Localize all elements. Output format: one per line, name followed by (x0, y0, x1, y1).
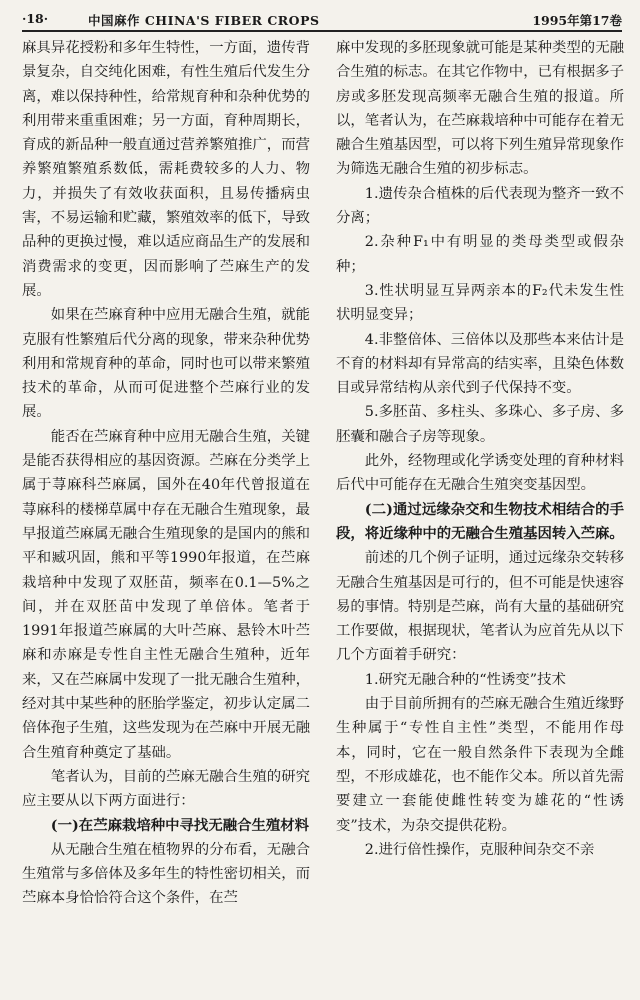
section-heading: (一)在苎麻栽培种中寻找无融合生殖材料 (50, 816, 310, 834)
paragraph: 能否在苎麻育种中应用无融合生殖，关键是能否获得相应的基因资源。苎麻在分类学上属于荨麻科苎麻属，国外在40年代曾报道在荨麻科的楼梯草属中存在无融合生殖现象，最早报道苎麻属无融合生殖现象的是国内的熊和平和臧巩固，熊和平等1990年报道，在苎麻栽培种中发现了双胚苗，频率在0.1—5%之间，并在双胚苗中发现了单倍体。笔者于1991年报道苎麻属的大叶苎麻、悬铃木叶苎麻和赤麻是专性自主性无融合生殖种，近年来，又在苎麻属中发现了一批无融合生殖种，经对其中某些种的胚胎学鉴定，初步认定属二倍体孢子生殖，这些发现为在苎麻中开展无融合生殖育种奠定了基础。 (22, 428, 310, 761)
paragraph: 2.进行倍性操作，克服种间杂交不亲 (364, 841, 595, 858)
paragraph: 5.多胚苗、多柱头、多珠心、多子房、多胚囊和融合子房等现象。 (336, 404, 624, 445)
page-header (22, 8, 622, 30)
header-rule (22, 30, 622, 32)
paragraph: 由于目前所拥有的苎麻无融合生殖近缘野生种属于“专性自主性”类型，不能用作母本，同时，它在一般自然条件下表现为全雌型，不形成雄花，也不能作父本。所以首先需要建立一套能使雌性转变为雄花的“性诱变”技术，为杂交提供花粉。 (336, 696, 624, 834)
paragraph: 笔者认为，目前的苎麻无融合生殖的研究应主要从以下两方面进行： (22, 768, 310, 810)
paragraph: 如果在苎麻育种中应用无融合生殖，就能克服有性繁殖后代分离的现象，带来杂种优势利用和常规育种的革命，同时也可以带来繁殖技术的革命，从而可促进整个苎麻行业的发展。 (22, 307, 310, 421)
paragraph: 前述的几个例子证明，通过远缘杂交转移无融合生殖基因是可行的，但不可能是快速容易的事情。特别是苎麻，尚有大量的基础研究工作要做，根据现状，笔者认为应首先从以下几个方面着手研究： (336, 550, 624, 664)
paragraph: 1.研究无融合种的“性诱变”技术 (364, 671, 566, 688)
journal-title: 中国麻作 CHINA'S FIBER CROPS (88, 13, 320, 28)
paragraph: 麻中发现的多胚现象就可能是某种类型的无融合生殖的标志。在其它作物中，已有根据多子房或多胚发现高频率无融合生殖的报道。所以，笔者认为，在苎麻栽培种中可能存在着无融合生殖基因型，可以将下列生殖异常现象作为筛选无融合生殖的初步标志。 (336, 40, 624, 178)
paragraph: 4.非整倍体、三倍体以及那些本来估计是不育的材料却有异常高的结实率，且染色体数目或异常结构从亲代到子代保持不变。 (336, 331, 624, 397)
paragraph: 此外，经物理或化学诱变处理的育种材料后代中可能存在无融合生殖突变基因型。 (336, 453, 624, 494)
paragraph: 麻具异花授粉和多年生特性，一方面，遗传背景复杂，自交纯化困难，有性生殖后代发生分离，难以保持种性，给常规育种和杂种优势的利用带来重重困难；另一方面，育种周期长，育成的新品种一般直通过营养繁殖推广，而营养繁殖繁殖系数低，需耗费较多的人力、物力，并损失了有效收获面积，且易传播病虫害，不易运输和贮藏，繁殖效率的低下，导致品种的更换过慢，难以适应商品生产的发展和消费需求的变更，因而影响了苎麻生产的发展。 (22, 40, 310, 299)
section-heading: (二)通过远缘杂交和生物技术相结合的手段，将近缘种中的无融合生殖基因转入苎麻。 (336, 500, 624, 542)
left-column (22, 36, 310, 911)
paragraph: 从无融合生殖在植物界的分布看，无融合生殖常与多倍体及多年生的特性密切相关，而苎麻本身恰恰符合这个条件，在苎 (22, 841, 310, 907)
volume-info: 1995年第17卷 (532, 13, 622, 28)
paragraph: 1.遗传杂合植株的后代表现为整齐一致不分离； (336, 185, 624, 227)
right-column (336, 36, 624, 862)
paragraph: 2.杂种F₁中有明显的类母类型或假杂种； (336, 234, 624, 275)
page-number: ·18· (22, 11, 49, 26)
paragraph: 3.性状明显互异两亲本的F₂代未发生性状明显变异； (336, 282, 624, 324)
